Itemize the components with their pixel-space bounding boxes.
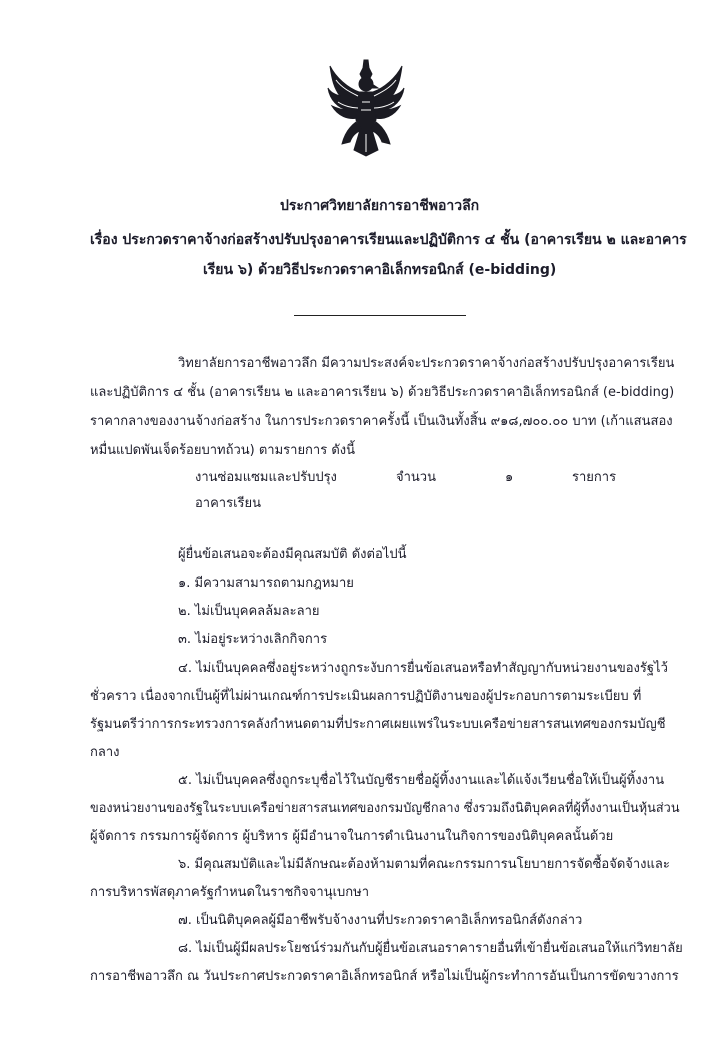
- announcement-subject-line-2: เรียน ๖) ด้วยวิธีประกวดราคาอิเล็กทรอนิกส์ (e-bidding): [203, 262, 557, 278]
- intro-line-1: วิทยาลัยการอาชีพอาวลึก มีความประสงค์จะประกวดราคาจ้างก่อสร้างปรับปรุงอาคารเรียน: [178, 356, 675, 371]
- qualification-8-line-1: ๘. ไม่เป็นผู้มีผลประโยชน์ร่วมกันกับผู้ยื่นข้อเสนอราคารายอื่นที่เข้ายื่นข้อเสนอให้แก่วิทยาลัย: [178, 941, 683, 956]
- intro-line-4: หมื่นแปดพันเจ็ดร้อยบาทถ้วน) ตามรายการ ดังนี้: [90, 443, 356, 458]
- qualification-4-line-1: ๔. ไม่เป็นบุคคลซึ่งอยู่ระหว่างถูกระงับการยื่นข้อเสนอหรือทำสัญญากับหน่วยงานของรัฐไว้: [178, 661, 668, 676]
- qualification-6-line-2: การบริหารพัสดุภาครัฐกำหนดในราชกิจจานุเบกษา: [90, 885, 370, 900]
- intro-line-3: ราคากลางของงานจ้างก่อสร้าง ในการประกวดราคาครั้งนี้ เป็นเงินทั้งสิ้น ๙๑๘,๗๐๐.๐๐ บาท (เก้าแสนสอง: [90, 414, 673, 429]
- qualification-4-line-4: กลาง: [90, 745, 120, 760]
- announcement-subject-line-1: เรื่อง ประกวดราคาจ้างก่อสร้างปรับปรุงอาคารเรียนและปฏิบัติการ ๔ ชั้น (อาคารเรียน ๒ และอาคาร: [90, 232, 687, 248]
- garuda-emblem-icon: [326, 58, 406, 158]
- qualification-3: ๓. ไม่อยู่ระหว่างเลิกกิจการ: [178, 632, 328, 647]
- qualification-4-line-3: รัฐมนตรีว่าการกระทรวงการคลังกำหนดตามที่ประกาศเผยแพร่ในระบบเครือข่ายสารสนเทศของกรมบัญชี: [90, 717, 666, 732]
- qualification-2: ๒. ไม่เป็นบุคคลล้มละลาย: [178, 604, 320, 619]
- qualification-8-line-2: การอาชีพอาวลึก ณ วันประกาศประกวดราคาอิเล็กทรอนิกส์ หรือไม่เป็นผู้กระทำการอันเป็นการขัดขวางการ: [90, 969, 679, 984]
- qualification-1: ๑. มีความสามารถตามกฎหมาย: [178, 576, 354, 591]
- qualification-5-line-1: ๕. ไม่เป็นบุคคลซึ่งถูกระบุชื่อไว้ในบัญชีรายชื่อผู้ทิ้งงานและได้แจ้งเวียนชื่อให้เป็นผู้ทิ้งงาน: [178, 773, 665, 788]
- item-name-line-1: งานซ่อมแซมและปรับปรุง: [195, 470, 337, 485]
- item-quantity-label: จำนวน: [396, 470, 436, 485]
- item-quantity-value: ๑: [505, 470, 514, 485]
- qualification-5-line-3: ผู้จัดการ กรรมการผู้จัดการ ผู้บริหาร ผู้มีอำนาจในการดำเนินงานในกิจการของนิติบุคคลนั้นด้วย: [90, 829, 614, 844]
- qualification-6-line-1: ๖. มีคุณสมบัติและไม่มีลักษณะต้องห้ามตามที่คณะกรรมการนโยบายการจัดซื้อจัดจ้างและ: [178, 857, 670, 872]
- qualification-5-line-2: ของหน่วยงานของรัฐในระบบเครือข่ายสารสนเทศของกรมบัญชีกลาง ซึ่งรวมถึงนิติบุคคลที่ผู้ทิ้งงานเป็นหุ้นส่วน: [90, 801, 680, 816]
- intro-line-2: และปฏิบัติการ ๔ ชั้น (อาคารเรียน ๒ และอาคารเรียน ๖) ด้วยวิธีประกวดราคาอิเล็กทรอนิกส์ (e-bidding): [90, 385, 675, 400]
- announcement-title: ประกาศวิทยาลัยการอาชีพอาวลึก: [280, 198, 480, 214]
- qualifications-heading: ผู้ยื่นข้อเสนอจะต้องมีคุณสมบัติ ดังต่อไปนี้: [178, 547, 407, 562]
- item-unit: รายการ: [572, 470, 617, 485]
- qualification-7: ๗. เป็นนิติบุคคลผู้มีอาชีพรับจ้างงานที่ประกวดราคาอิเล็กทรอนิกส์ดังกล่าว: [178, 913, 583, 928]
- item-name-line-2: อาคารเรียน: [195, 496, 262, 511]
- title-divider: [294, 315, 466, 316]
- qualification-4-line-2: ชั่วคราว เนื่องจากเป็นผู้ที่ไม่ผ่านเกณฑ์การประเมินผลการปฏิบัติงานของผู้ประกอบการตามระเบียบ ที่: [90, 689, 642, 704]
